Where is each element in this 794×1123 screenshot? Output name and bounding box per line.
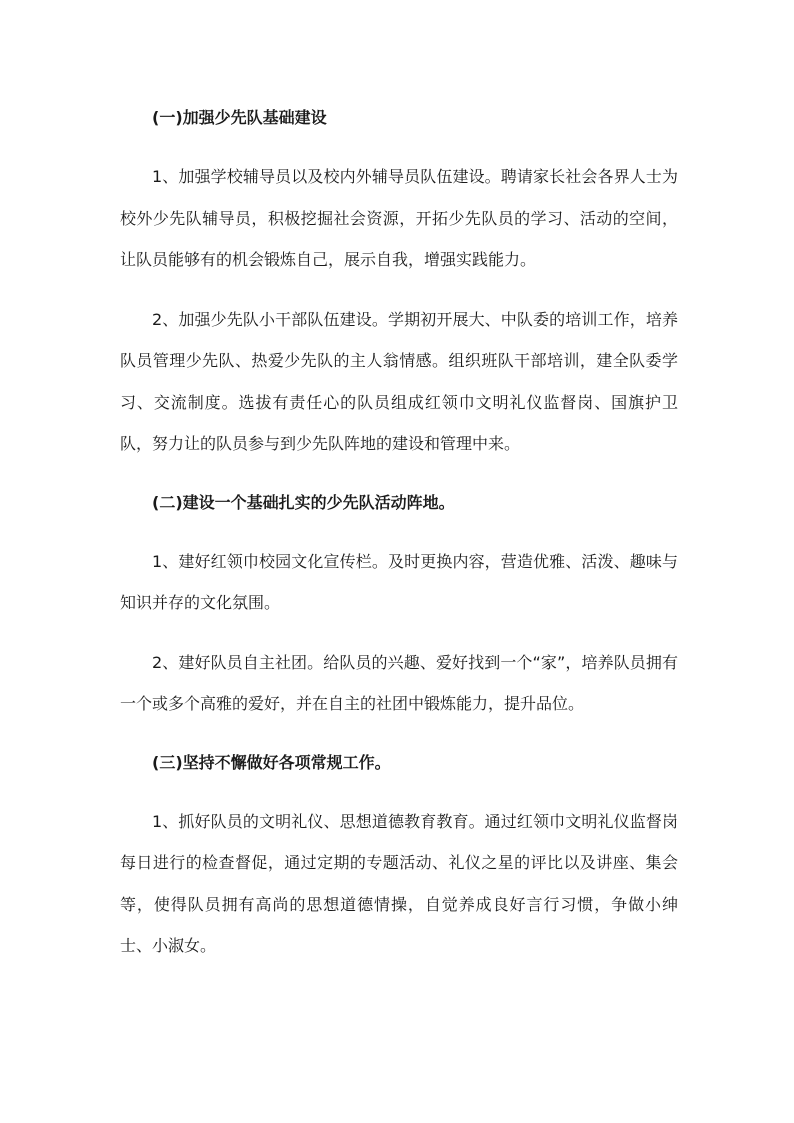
paragraph-3-1: 1、抓好队员的文明礼仪、思想道德教育教育。通过红领巾文明礼仪监督岗每日进行的检查督促，通过定期的专题活动、礼仪之星的评比以及讲座、集会等，使得队员拥有高尚的思想道德情操，自觉养成良好言行习惯，争做小绅士、小淑女。 (120, 811, 678, 955)
paragraph-1-2: 2、加强少先队小干部队伍建设。学期初开展大、中队委的培训工作，培养队员管理少先队、热爱少先队的主人翁情感。组织班队干部培训，建全队委学习、交流制度。选拔有责任心的队员组成红领巾文明礼仪监督岗、国旗护卫队，努力让的队员参与到少先队阵地的建设和管理中来。 (120, 309, 678, 453)
section-heading-2: (二)建设一个基础扎实的少先队活动阵地。 (152, 492, 455, 512)
section-heading-1: (一)加强少先队基础建设 (152, 108, 327, 127)
section-heading-3: (三)坚持不懈做好各项常规工作。 (152, 752, 391, 772)
paragraph-1-1: 1、加强学校辅导员以及校内外辅导员队伍建设。聘请家长社会各界人士为校外少先队辅导员，积极挖掘社会资源，开拓少先队员的学习、活动的空间，让队员能够有的机会锻炼自己，展示自我，增强实践能力。 (120, 167, 678, 269)
paragraph-2-1: 1、建好红领巾校园文化宣传栏。及时更换内容，营造优雅、活泼、趣味与知识并存的文化氛围。 (120, 551, 678, 612)
document-body (120, 98, 678, 985)
paragraph-2-2: 2、建好队员自主社团。给队员的兴趣、爱好找到一个“家”，培养队员拥有一个或多个高雅的爱好，并在自主的社团中锻炼能力，提升品位。 (120, 652, 678, 713)
